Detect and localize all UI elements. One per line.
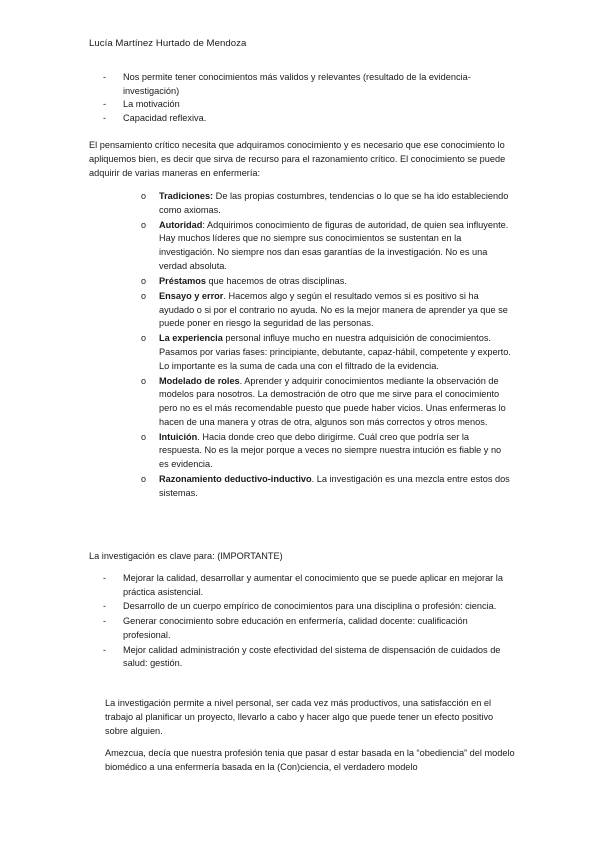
term-description: : Adquirimos conocimiento de figuras de autoridad, de quien sea influyente. Hay muchos líderes que no siempre sus conocimientos se sustentan en la investigación. No siempre nos dan esas garantías de la investigación. No es una verdad absoluta.: [159, 219, 509, 271]
term: Autoridad: [159, 219, 203, 230]
research-key-heading: La investigación es clave para: (IMPORTANTE): [89, 551, 283, 561]
list-item: [0, 71, 599, 98]
term: Modelado de roles: [159, 375, 240, 386]
circle-bullet: o: [141, 191, 147, 201]
dash-bullet: -: [103, 573, 107, 583]
term-description: . La investigación es una mezcla entre estos dos sistemas.: [159, 474, 510, 498]
term: Intuición: [159, 431, 198, 442]
list-item-text: Generar conocimiento sobre educación en enfermería, calidad docente: cualificación profesional.: [123, 616, 468, 640]
dash-bullet: -: [103, 113, 107, 124]
list-item-text: La motivación: [123, 99, 180, 110]
term-description: . Hacia donde creo que debo dirigirme. Cuál creo que podría ser la respuesta. No es la mejor porque a veces no siempre nuestra intución es fiable y no es evidencia.: [159, 431, 502, 470]
list-item: [0, 332, 599, 373]
critical-thinking-paragraph: El pensamiento crítico necesita que adquiramos conocimiento y es necesario que ese conocimiento lo apliquemos bien, es decir que sirva de recurso para el razonamiento crítico. El conocimiento se puede adquirir de varias maneras en enfermería:: [89, 140, 506, 178]
dash-bullet: -: [103, 644, 107, 655]
term-description: . Aprender y adquirir conocimientos mediante la observación de modelos para nosotros. La demostración de otro que me sirve para el conocimiento pero no es el más recomendable puesto que puede haber vicios. Unas enfermeras lo hacen de una manera y otras de otra, algunos son más correctos y otros menos.: [159, 375, 506, 427]
list-item-text: Mejorar la calidad, desarrollar y aumentar el conocimiento que se puede aplicar en mejorar la práctica asistencial.: [123, 573, 503, 597]
list-item: [0, 290, 599, 331]
list-item-text: Mejor calidad administración y coste efectividad del sistema de dispensación de cuidados de salud: gestión.: [123, 644, 501, 669]
dash-bullet: -: [103, 72, 107, 82]
term-description: personal influye mucho en nuestra adquisición de conocimientos. Pasamos por varias fases: principiante, debutante, capaz-hábil, competente y experto. Lo importante es la suma de cada una con el filtrado de la evidencia.: [159, 333, 511, 371]
list-item: [0, 644, 599, 671]
dash-bullet: -: [103, 99, 107, 110]
circle-bullet: o: [141, 431, 147, 442]
list-item-text: Nos permite tener conocimientos más validos y relevantes (resultado de la evidencia-investigación): [123, 72, 471, 96]
list-item: [0, 190, 599, 217]
list-item-text: Capacidad reflexiva.: [123, 113, 207, 124]
list-item: [0, 431, 599, 472]
term-description: De las propias costumbres, tendencias o lo que se ha ido estableciendo como axiomas.: [159, 191, 509, 215]
list-item: [0, 600, 599, 614]
list-item: [0, 375, 599, 430]
circle-bullet: o: [141, 275, 147, 286]
amezcua-paragraph: Amezcua, decía que nuestra profesión tenia que pasar d estar basada en la “obediencia” del modelo biomédico a una enfermería basada en la (Con)ciencia, el verdadero modelo: [105, 748, 515, 772]
list-item: [0, 473, 599, 500]
list-item: [0, 98, 599, 112]
benefits-list: [0, 71, 599, 126]
term: La experiencia: [159, 333, 223, 344]
term: Tradiciones:: [159, 191, 214, 201]
circle-bullet: o: [141, 375, 147, 386]
research-benefits-paragraph: La investigación permite a nivel personal, ser cada vez más productivos, una satisfacción en el trabajo al planificar un proyecto, llevarlo a cabo y hacer algo que puede tener un efecto positivo sobre alguien.: [105, 698, 494, 736]
circle-bullet: o: [141, 474, 147, 485]
knowledge-sources-list: [0, 190, 599, 502]
list-item: [0, 112, 599, 126]
circle-bullet: o: [141, 333, 147, 344]
dash-bullet: -: [103, 616, 107, 627]
list-item: [0, 572, 599, 599]
term: Razonamiento deductivo-inductivo: [159, 474, 312, 485]
term: Ensayo y error: [159, 290, 224, 301]
term-description: . Hacemos algo y según el resultado vemos si es positivo si ha ayudado o si por el contrario no ayuda. No es la mejor manera de aprender ya que se puede poner en riesgo la seguridad de las personas.: [159, 290, 508, 329]
author-header: Lucía Martínez Hurtado de Mendoza: [89, 38, 247, 49]
term: Préstamos: [159, 275, 206, 286]
research-purposes-list: [0, 572, 599, 671]
circle-bullet: o: [141, 219, 147, 230]
term-description: que hacemos de otras disciplinas.: [205, 275, 347, 286]
circle-bullet: o: [141, 290, 147, 301]
dash-bullet: -: [103, 601, 107, 612]
list-item: [0, 275, 599, 289]
list-item: [0, 615, 599, 642]
list-item-text: Desarrollo de un cuerpo empírico de conocimientos para una disciplina o profesión: ciencia.: [123, 601, 497, 612]
list-item: [0, 219, 599, 274]
